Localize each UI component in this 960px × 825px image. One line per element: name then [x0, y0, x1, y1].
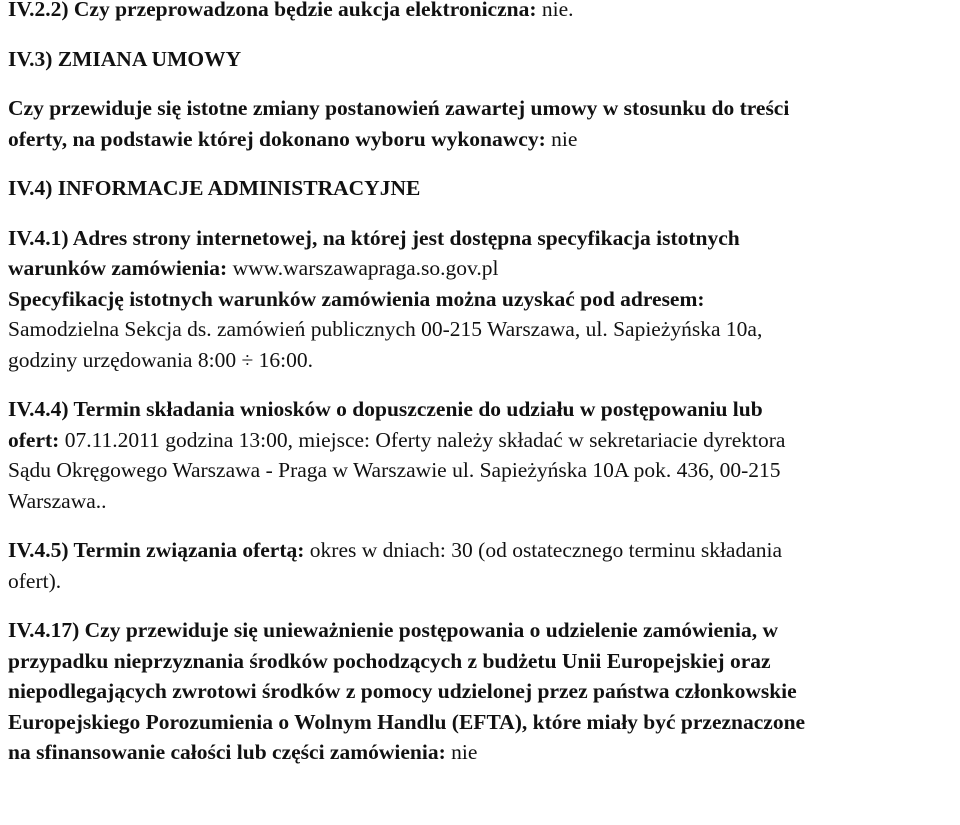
website-question-line-2: [8, 253, 950, 284]
binding-period-value: okres w dniach: 30 (od ostatecznego terminu składania: [304, 538, 783, 562]
binding-period-line-1: [8, 535, 950, 566]
website-url: www.warszawapraga.so.gov.pl: [227, 256, 499, 280]
annulment-question-line-4: Europejskiego Porozumienia o Wolnym Handlu (EFTA), które miały być przeznaczone: [8, 709, 806, 734]
auction-answer: nie.: [536, 0, 574, 21]
office-hours: godziny urzędowania 8:00 ÷ 16:00.: [8, 347, 313, 372]
contract-changes-question-line-2: [8, 124, 950, 155]
auction-question: IV.2.2) Czy przeprowadzona będzie aukcja elektroniczna:: [8, 0, 537, 21]
website-question-end: warunków zamówienia:: [8, 256, 228, 280]
submission-deadline-line-2: [8, 425, 950, 456]
submission-place-line: Sądu Okręgowego Warszawa - Praga w Warszawie ul. Sapieżyńska 10A pok. 436, 00-215: [8, 458, 781, 482]
annulment-question-line-2: przypadku nieprzyznania środków pochodzących z budżetu Unii Europejskiej oraz: [8, 648, 771, 673]
administrative-info-heading: IV.4) INFORMACJE ADMINISTRACYJNE: [8, 176, 421, 200]
submission-city: Warszawa..: [8, 488, 107, 513]
annulment-question-end: na sfinansowanie całości lub części zamówienia:: [8, 740, 446, 764]
annulment-question-line-1: IV.4.17) Czy przewiduje się unieważnienie postępowania o udzielenie zamówienia, w: [8, 618, 778, 642]
submission-deadline-line-1: IV.4.4) Termin składania wniosków o dopuszczenie do udziału w postępowaniu lub: [8, 397, 763, 421]
annulment-question-line-3: niepodlegających zwrotowi środków z pomocy udzielonej przez państwa członkowskie: [8, 679, 797, 703]
submission-deadline-label-end: ofert:: [8, 427, 60, 452]
specification-address-line-1: Samodzielna Sekcja ds. zamówień publicznych 00-215 Warszawa, ul. Sapieżyńska 10a,: [8, 317, 763, 341]
contract-changes-question-end: oferty, na podstawie której dokonano wyboru wykonawcy:: [8, 126, 546, 151]
binding-period-label: IV.4.5) Termin związania ofertą:: [8, 538, 305, 562]
contract-changes-heading: IV.3) ZMIANA UMOWY: [8, 46, 242, 71]
binding-period-line-2: ofert).: [8, 568, 62, 593]
annulment-question-line-5: [8, 737, 950, 768]
section-electronic-auction: [8, 0, 950, 25]
submission-deadline-value: 07.11.2011 godzina 13:00, miejsce: Oferty należy składać w sekretariacie dyrektora: [59, 427, 786, 452]
specification-address-label: Specyfikację istotnych warunków zamówienia można uzyskać pod adresem:: [8, 286, 705, 311]
website-question-line-1: IV.4.1) Adres strony internetowej, na której jest dostępna specyfikacja istotnych: [8, 225, 740, 250]
contract-changes-question-line-1: Czy przewiduje się istotne zmiany postanowień zawartej umowy w stosunku do treści: [8, 96, 790, 120]
annulment-answer: nie: [445, 740, 478, 764]
contract-changes-answer: nie: [545, 126, 578, 151]
